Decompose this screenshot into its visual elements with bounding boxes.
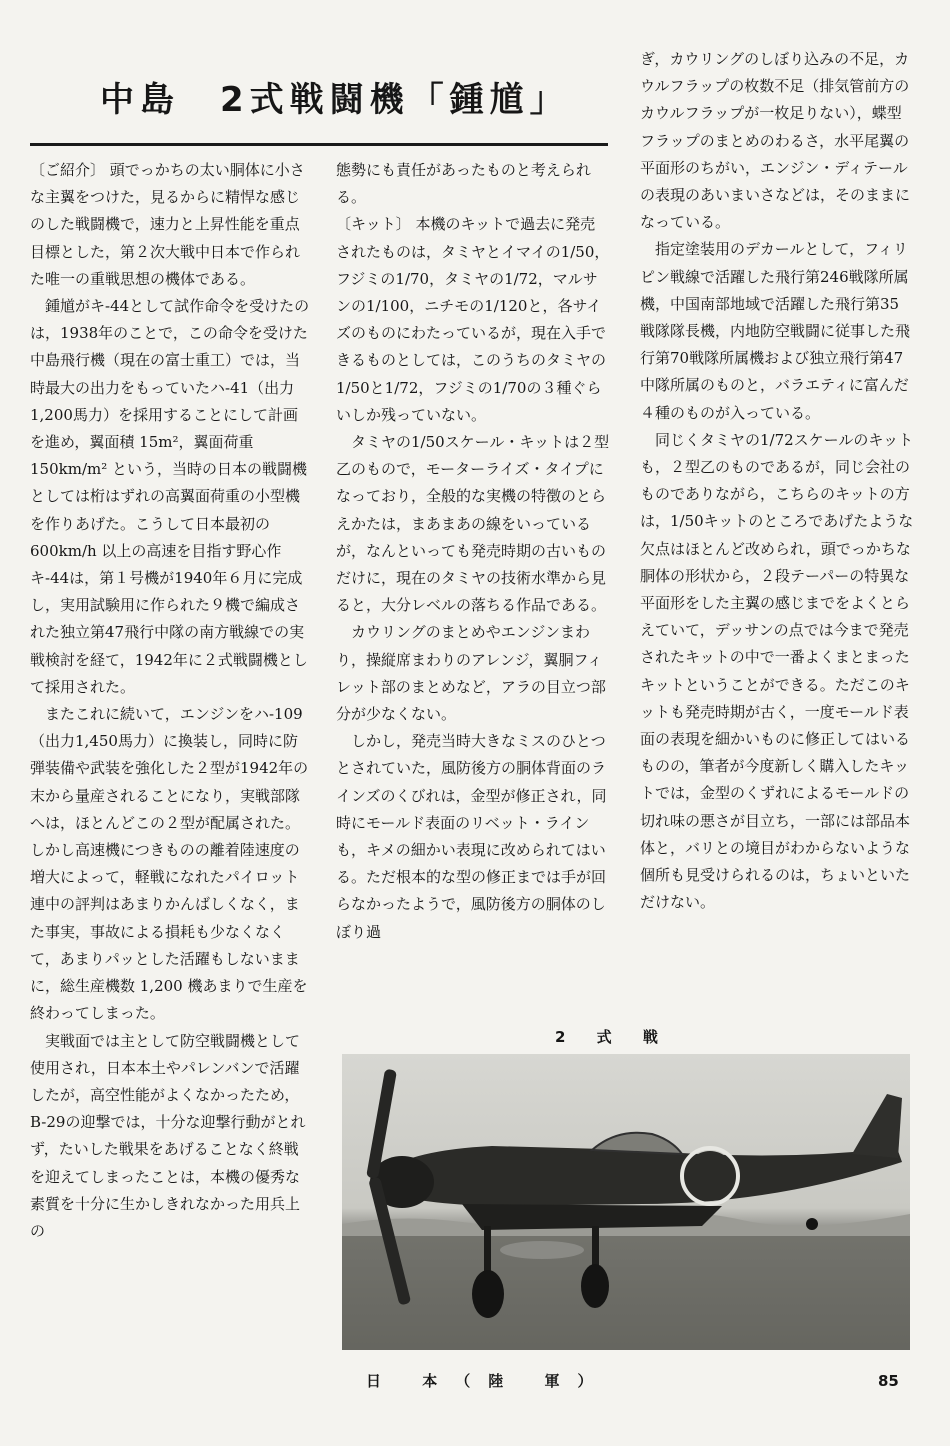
paragraph: カウリングのまとめやエンジンまわり，操縦席まわりのアレンジ，翼胴フィレット部のまとめなど，アラの目立つ部分が少なくない。	[336, 623, 606, 724]
paragraph: またこれに続いて，エンジンをハ-109（出力1,450馬力）に換装し，同時に防弾装備や武装を強化した２型が1942年の末から量産されることになり，実戦部隊へは，ほとんどこの２型が配属された。しかし高速機につきものの離着陸速度の増大によって，軽戦になれたパイロット連中の評判はあまりかんばしくなく，また事実，事故による損耗も少なくなくて，あまりパッとした活躍もしないままに，総生産機数 1,200 機あまりで生産を終わってしまった。	[30, 705, 309, 1023]
paragraph: ぎ，カウリングのしぼり込みの不足，カウルフラップの枚数不足（排気管前方のカウルフラップが一枚足りない），蝶型フラップのまとめのわるさ，水平尾翼の平面形のちがい，エンジン・ディテールの表現のあいまいさなどは，そのままになっている。	[640, 50, 911, 232]
paragraph: 〔キット〕 本機のキットで過去に発売されたものは，タミヤとイマイの1/50，フジミの1/70，タミヤの1/72，マルサンの1/100，ニチモの1/120と，各サイズのものにわたっているが，現在入手できるものとしては，このうちのタミヤの1/50と1/72，フジミの1/70の３種ぐらいしか残っていない。	[336, 215, 610, 424]
paragraph: 同じくタミヤの1/72スケールのキットも，２型乙のものであるが，同じ会社のものでありながら，こちらのキットの方は，1/50キットのところであげたような欠点はほとんど改められ，頭でっかちな胴体の形状から，２段テーパーの特異な平面形をした主翼の感じまでをよくとらえていて，デッサンの点では今まで発売されたキットの中で一番よくまとまったキットということができる。ただこのキットも発売時期が古く，一度モールド表面の表現を細かいものに修正してはいるものの，筆者が今度新しく購入したキットでは，金型のくずれによるモールドの切れ味の悪さが目立ち，一部には部品本体と，バリとの境目がわからないような個所も見受けられるのは，ちょいといただけない。	[640, 430, 914, 912]
paragraph: しかし，発売当時大きなミスのひとつとされていた，風防後方の胴体背面のラインズのくびれは，金型が修正され，同時にモールド表面のリベット・ラインも，キメの細かい表現に改められてはいる。ただ根本的な型の修正までは手が回らなかったようで，風防後方の胴体のしぼり過	[336, 732, 607, 941]
text-column-3	[640, 46, 914, 917]
aircraft-photo	[342, 1054, 910, 1350]
text-column-1	[30, 157, 312, 1245]
page-footer: 日 本（陸 軍）	[366, 1372, 611, 1390]
page-number: 85	[878, 1372, 899, 1390]
photo-caption: 2 式 戦	[555, 1028, 658, 1046]
article-title: 中島 2式戦闘機「鍾馗」	[100, 80, 570, 120]
paragraph: 〔ご紹介〕 頭でっかちの太い胴体に小さな主翼をつけた，見るからに精悍な感じのした戦闘機で，速力と上昇性能を重点目標とした，第２次大戦中日本で作られた唯一の重戦思想の機体である。	[30, 161, 305, 288]
text-column-2	[336, 157, 610, 946]
paragraph: 指定塗装用のデカールとして，フィリピン戦線で活躍した飛行第246戦隊所属機，中国南部地域で活躍した飛行第35戦隊隊長機，内地防空戦闘に従事した飛行第70戦隊所属機および独立飛行第47中隊所属のものと，バラエティに富んだ４種のものが入っている。	[640, 240, 911, 422]
aircraft-illustration	[342, 1054, 910, 1350]
paragraph: 実戦面では主として防空戦闘機として使用され，日本本土やパレンバンで活躍したが，高空性能がよくなかったため，B-29の迎撃では，十分な迎撃行動がとれず，たいした戦果をあげることなく終戦を迎えてしまったことは，本機の優秀な素質を十分に生かしきれなかった用兵上の	[30, 1031, 306, 1240]
title-rule	[30, 143, 608, 146]
paragraph: 鍾馗がキ-44として試作命令を受けたのは，1938年のことで，この命令を受けた中島飛行機（現在の富士重工）では，当時最大の出力をもっていたハ-41（出力1,200馬力）を採用することにして計画を進め，翼面積 15m²，翼面荷重 150km/m² という，当時の日本の戦闘機としては桁はずれの高翼面荷重の小型機を作りあげた。こうして日本最初の600km/h 以上の高速を目指す野心作キ-44は，第１号機が1940年６月に完成し，実用試験用に作られた９機で編成された独立第47飛行中隊の南方戦線での実戦検討を経て，1942年に２式戦闘機として採用された。	[30, 297, 310, 696]
paragraph: タミヤの1/50スケール・キットは２型乙のもので，モーターライズ・タイプになっており，全般的な実機の特徴のとらえかたは，まあまあの線をいっているが，なんといっても発売時期の古いものだけに，現在のタミヤの技術水準から見ると，大分レベルの落ちる作品である。	[336, 433, 610, 615]
paragraph: 態勢にも責任があったものと考えられる。	[336, 161, 591, 207]
